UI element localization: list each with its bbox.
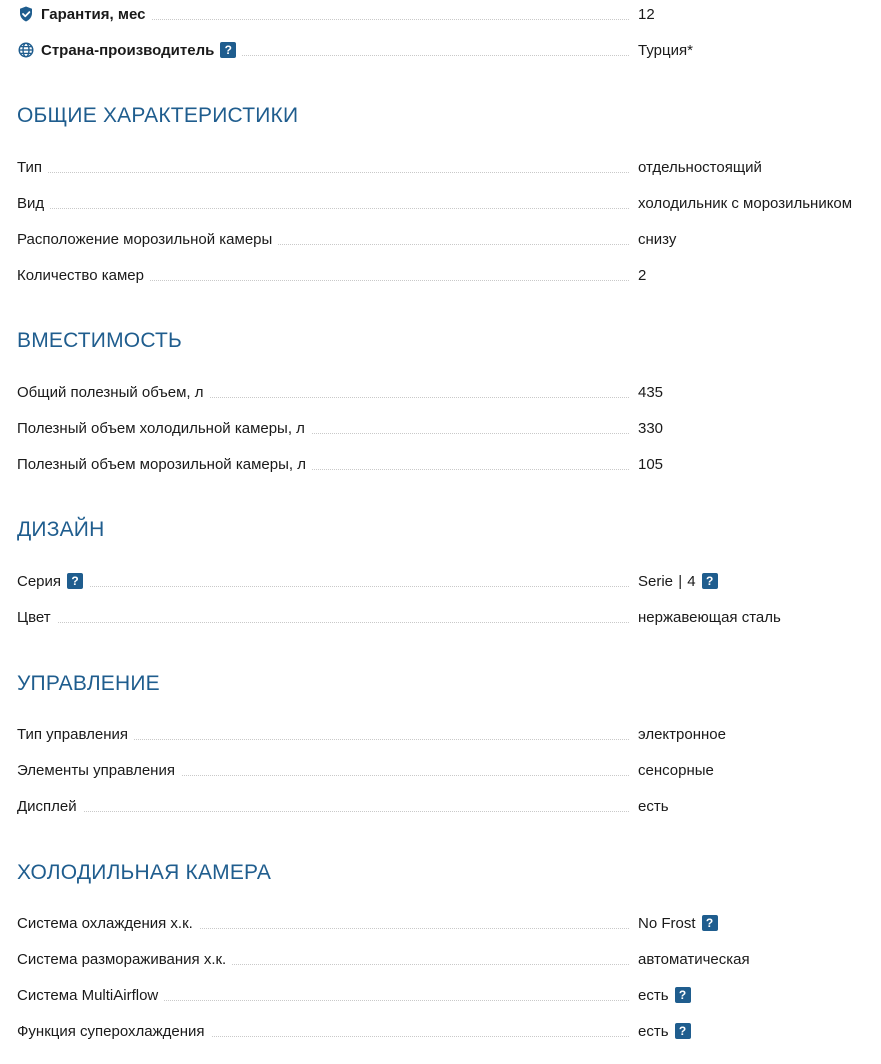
spec-label: Элементы управления (17, 757, 181, 783)
section-title-capacity: ВМЕСТИМОСТЬ (17, 329, 183, 352)
spec-label: Система размораживания х.к. (17, 946, 232, 972)
spec-label: Дисплей (17, 793, 83, 819)
spec-row (17, 757, 881, 783)
spec-value (638, 568, 718, 594)
spec-label: Полезный объем морозильной камеры, л (17, 451, 312, 477)
spec-value: 2 (638, 266, 647, 284)
spec-label: Система охлаждения х.к. (17, 910, 199, 936)
spec-value-text: есть (638, 986, 669, 1004)
spec-value (638, 982, 691, 1008)
spec-value: есть (638, 797, 669, 815)
spec-value: сенсорные (638, 761, 714, 779)
spec-label: Количество камер (17, 262, 150, 288)
spec-row (17, 982, 881, 1008)
spec-label: Цвет (17, 604, 57, 630)
spec-label: Общий полезный объем, л (17, 379, 209, 405)
help-icon[interactable]: ? (675, 1023, 691, 1039)
spec-label: Система MultiAirflow (17, 982, 164, 1008)
spec-label: Полезный объем холодильной камеры, л (17, 415, 311, 441)
spec-value-warranty (638, 1, 655, 27)
spec-value: снизу (638, 230, 677, 248)
spec-label-text: Гарантия, мес (41, 5, 146, 23)
spec-value: электронное (638, 725, 726, 743)
spec-row (17, 379, 881, 405)
spec-value (638, 910, 718, 936)
spec-row (17, 721, 881, 747)
spec-label: Тип управления (17, 721, 134, 747)
spec-row (17, 604, 881, 630)
spec-row (17, 1018, 881, 1044)
section-title-control: УПРАВЛЕНИЕ (17, 672, 160, 695)
spec-value: 105 (638, 455, 664, 473)
dotted-leader (17, 811, 629, 812)
dotted-leader (17, 172, 629, 173)
series-name: Serie (638, 572, 674, 590)
help-icon[interactable]: ? (702, 573, 718, 589)
spec-row (17, 946, 881, 972)
shield-check-icon (17, 5, 35, 23)
help-icon[interactable]: ? (702, 915, 718, 931)
spec-value: отдельностоящий (638, 158, 762, 176)
spec-value-text (638, 573, 696, 590)
spec-row-warranty (17, 1, 881, 27)
spec-value-country (638, 37, 693, 63)
dotted-leader (17, 208, 629, 209)
spec-label (17, 568, 89, 594)
help-icon[interactable]: ? (675, 987, 691, 1003)
spec-value-text: есть (638, 1022, 669, 1040)
spec-row (17, 451, 881, 477)
spec-label-warranty (17, 1, 151, 27)
spec-row-country (17, 37, 881, 63)
help-icon[interactable]: ? (220, 42, 236, 58)
spec-row (17, 190, 881, 216)
spec-row (17, 415, 881, 441)
spec-label: Функция суперохлаждения (17, 1018, 211, 1044)
spec-label: Тип (17, 154, 48, 180)
spec-value: 435 (638, 383, 664, 401)
spec-label-country (17, 37, 242, 63)
section-title-fridge: ХОЛОДИЛЬНАЯ КАМЕРА (17, 861, 272, 884)
spec-value (638, 1018, 691, 1044)
section-title-design: ДИЗАЙН (17, 518, 105, 541)
spec-value: нержавеющая сталь (638, 608, 781, 626)
spec-label-text: Серия (17, 572, 62, 590)
spec-row (17, 793, 881, 819)
spec-row (17, 910, 881, 936)
spec-row-series (17, 568, 881, 594)
series-number: 4 (687, 572, 696, 590)
spec-value: холодильник с морозильником (638, 194, 853, 212)
spec-value: 330 (638, 419, 664, 437)
spec-label: Вид (17, 190, 50, 216)
dotted-leader (17, 622, 629, 623)
globe-icon (17, 41, 35, 59)
spec-label-text: Страна-производитель (41, 41, 215, 59)
section-title-general: ОБЩИЕ ХАРАКТЕРИСТИКИ (17, 104, 299, 127)
spec-row (17, 154, 881, 180)
dotted-leader (17, 586, 629, 587)
series-separator: | (678, 572, 683, 590)
spec-value-text: Турция* (638, 41, 693, 59)
spec-value: автоматическая (638, 950, 750, 968)
spec-row (17, 262, 881, 288)
spec-row (17, 226, 881, 252)
help-icon[interactable]: ? (67, 573, 83, 589)
spec-label: Расположение морозильной камеры (17, 226, 278, 252)
spec-value-text: 12 (638, 5, 655, 23)
spec-value-text: No Frost (638, 914, 696, 932)
